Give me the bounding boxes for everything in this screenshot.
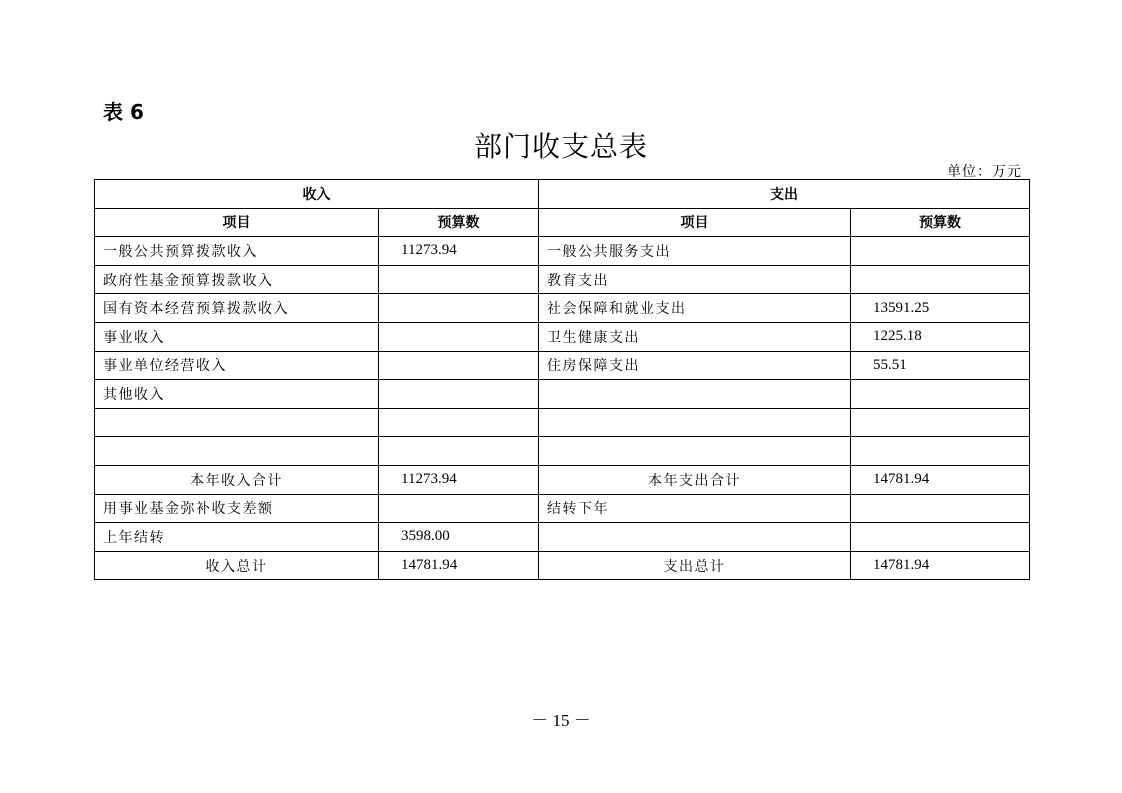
expense-value xyxy=(851,494,1030,523)
income-item xyxy=(95,408,379,437)
expense-value: 55.51 xyxy=(851,351,1030,380)
income-value xyxy=(379,294,539,323)
page-number: － 15 － xyxy=(531,711,591,730)
expense-total-label: 支出总计 xyxy=(539,551,851,580)
unit-label: 单位：万元 xyxy=(947,164,1022,180)
income-item: 国有资本经营预算拨款收入 xyxy=(95,294,379,323)
expense-value xyxy=(851,380,1030,409)
expense-item: 住房保障支出 xyxy=(539,351,851,380)
table-row xyxy=(95,265,1030,294)
income-subtotal-value: 11273.94 xyxy=(379,465,539,494)
income-value xyxy=(379,265,539,294)
income-value xyxy=(379,380,539,409)
income-item: 政府性基金预算拨款收入 xyxy=(95,265,379,294)
table-row xyxy=(95,380,1030,409)
expense-section-header: 支出 xyxy=(539,180,1030,209)
expense-item xyxy=(539,408,851,437)
income-item: 其他收入 xyxy=(95,380,379,409)
income-section-header: 收入 xyxy=(95,180,539,209)
expense-item xyxy=(539,523,851,552)
income-item xyxy=(95,437,379,466)
subtotal-row xyxy=(95,465,1030,494)
income-item: 事业单位经营收入 xyxy=(95,351,379,380)
expense-budget-header: 预算数 xyxy=(851,208,1030,237)
income-value xyxy=(379,351,539,380)
expense-item: 教育支出 xyxy=(539,265,851,294)
expense-item: 社会保障和就业支出 xyxy=(539,294,851,323)
expense-value xyxy=(851,437,1030,466)
table-section-header-row xyxy=(95,180,1030,209)
table-number-label: 表 6 xyxy=(103,100,144,124)
expense-value xyxy=(851,237,1030,266)
table-row xyxy=(95,237,1030,266)
table-column-header-row xyxy=(95,208,1030,237)
expense-value xyxy=(851,408,1030,437)
income-item: 上年结转 xyxy=(95,523,379,552)
income-value: 3598.00 xyxy=(379,523,539,552)
expense-item xyxy=(539,437,851,466)
income-value xyxy=(379,437,539,466)
document-title: 部门收支总表 xyxy=(473,130,648,163)
income-budget-header: 预算数 xyxy=(379,208,539,237)
expense-subtotal-label: 本年支出合计 xyxy=(539,465,851,494)
income-item: 一般公共预算拨款收入 xyxy=(95,237,379,266)
table-row xyxy=(95,294,1030,323)
expense-item xyxy=(539,380,851,409)
income-value xyxy=(379,494,539,523)
expense-value: 1225.18 xyxy=(851,322,1030,351)
expense-subtotal-value: 14781.94 xyxy=(851,465,1030,494)
expense-item: 一般公共服务支出 xyxy=(539,237,851,266)
income-total-label: 收入总计 xyxy=(95,551,379,580)
expense-item: 结转下年 xyxy=(539,494,851,523)
income-total-value: 14781.94 xyxy=(379,551,539,580)
income-value xyxy=(379,322,539,351)
income-value xyxy=(379,408,539,437)
expense-value xyxy=(851,265,1030,294)
table-row xyxy=(95,523,1030,552)
table-row xyxy=(95,408,1030,437)
expense-value xyxy=(851,523,1030,552)
income-item: 事业收入 xyxy=(95,322,379,351)
budget-summary-table xyxy=(94,179,1030,580)
table-row xyxy=(95,322,1030,351)
total-row xyxy=(95,551,1030,580)
expense-total-value: 14781.94 xyxy=(851,551,1030,580)
expense-item: 卫生健康支出 xyxy=(539,322,851,351)
table-row xyxy=(95,494,1030,523)
expense-item-header: 项目 xyxy=(539,208,851,237)
income-subtotal-label: 本年收入合计 xyxy=(95,465,379,494)
income-item-header: 项目 xyxy=(95,208,379,237)
income-item: 用事业基金弥补收支差额 xyxy=(95,494,379,523)
expense-value: 13591.25 xyxy=(851,294,1030,323)
table-row xyxy=(95,437,1030,466)
income-value: 11273.94 xyxy=(379,237,539,266)
table-row xyxy=(95,351,1030,380)
